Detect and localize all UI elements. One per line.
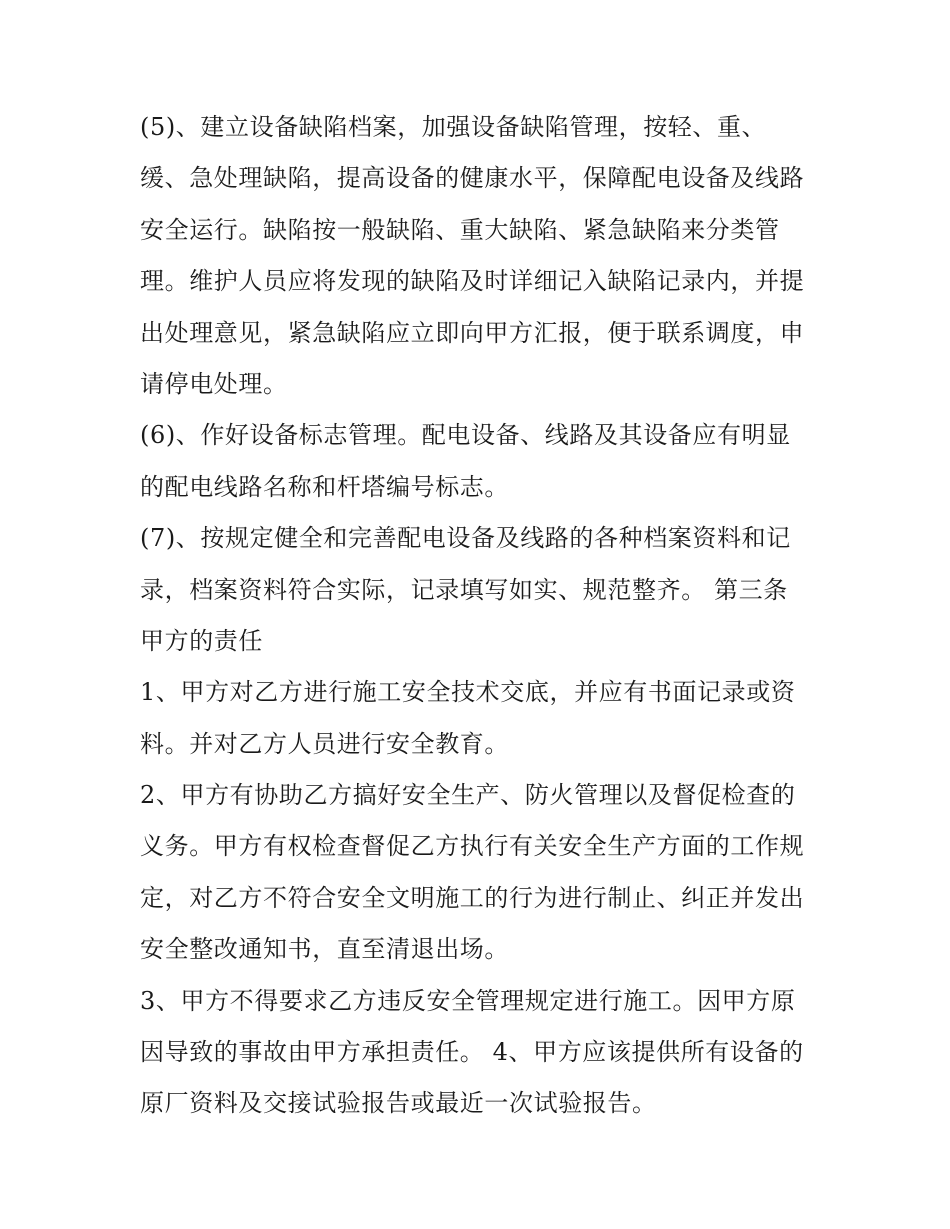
text-line: 理。维护人员应将发现的缺陷及时详细记入缺陷记录内，并提 (140, 267, 805, 296)
text-line: 定，对乙方不符合安全文明施工的行为进行制止、纠正并发出 (140, 883, 805, 912)
text-line: (5)、建立设备缺陷档案，加强设备缺陷管理，按轻、重、 (140, 113, 767, 141)
text-line: 因导致的事故由甲方承担责任。 4、甲方应该提供所有设备的 (140, 1038, 804, 1067)
text-line: 请停电处理。 (140, 369, 288, 398)
text-line: 义务。甲方有权检查督促乙方执行有关安全生产方面的工作规 (140, 832, 805, 861)
text-line: 甲方的责任 (140, 626, 263, 655)
text-line: 原厂资料及交接试验报告或最近一次试验报告。 (140, 1089, 657, 1118)
text-line: 的配电线路名称和杆塔编号标志。 (140, 472, 509, 501)
text-line: 料。并对乙方人员进行安全教育。 (140, 729, 509, 758)
text-line: (7)、按规定健全和完善配电设备及线路的各种档案资料和记 (140, 524, 791, 553)
text-line: 缓、急处理缺陷，提高设备的健康水平，保障配电设备及线路 (140, 164, 805, 193)
text-line: 录，档案资料符合实际，记录填写如实、规范整齐。 第三条 (140, 575, 788, 604)
text-line: 安全运行。缺陷按一般缺陷、重大缺陷、紧急缺陷来分类管 (140, 215, 780, 244)
text-line: 3、甲方不得要求乙方违反安全管理规定进行施工。因甲方原 (140, 986, 796, 1015)
text-line: (6)、作好设备标志管理。配电设备、线路及其设备应有明显 (140, 421, 791, 450)
document-body (140, 102, 820, 1130)
text-line: 安全整改通知书，直至清退出场。 (140, 935, 509, 964)
text-line: 出处理意见，紧急缺陷应立即向甲方汇报，便于联系调度，申 (140, 318, 805, 347)
text-line: 1、甲方对乙方进行施工安全技术交底，并应有书面记录或资 (140, 678, 796, 707)
text-line: 2、甲方有协助乙方搞好安全生产、防火管理以及督促检查的 (140, 781, 796, 810)
